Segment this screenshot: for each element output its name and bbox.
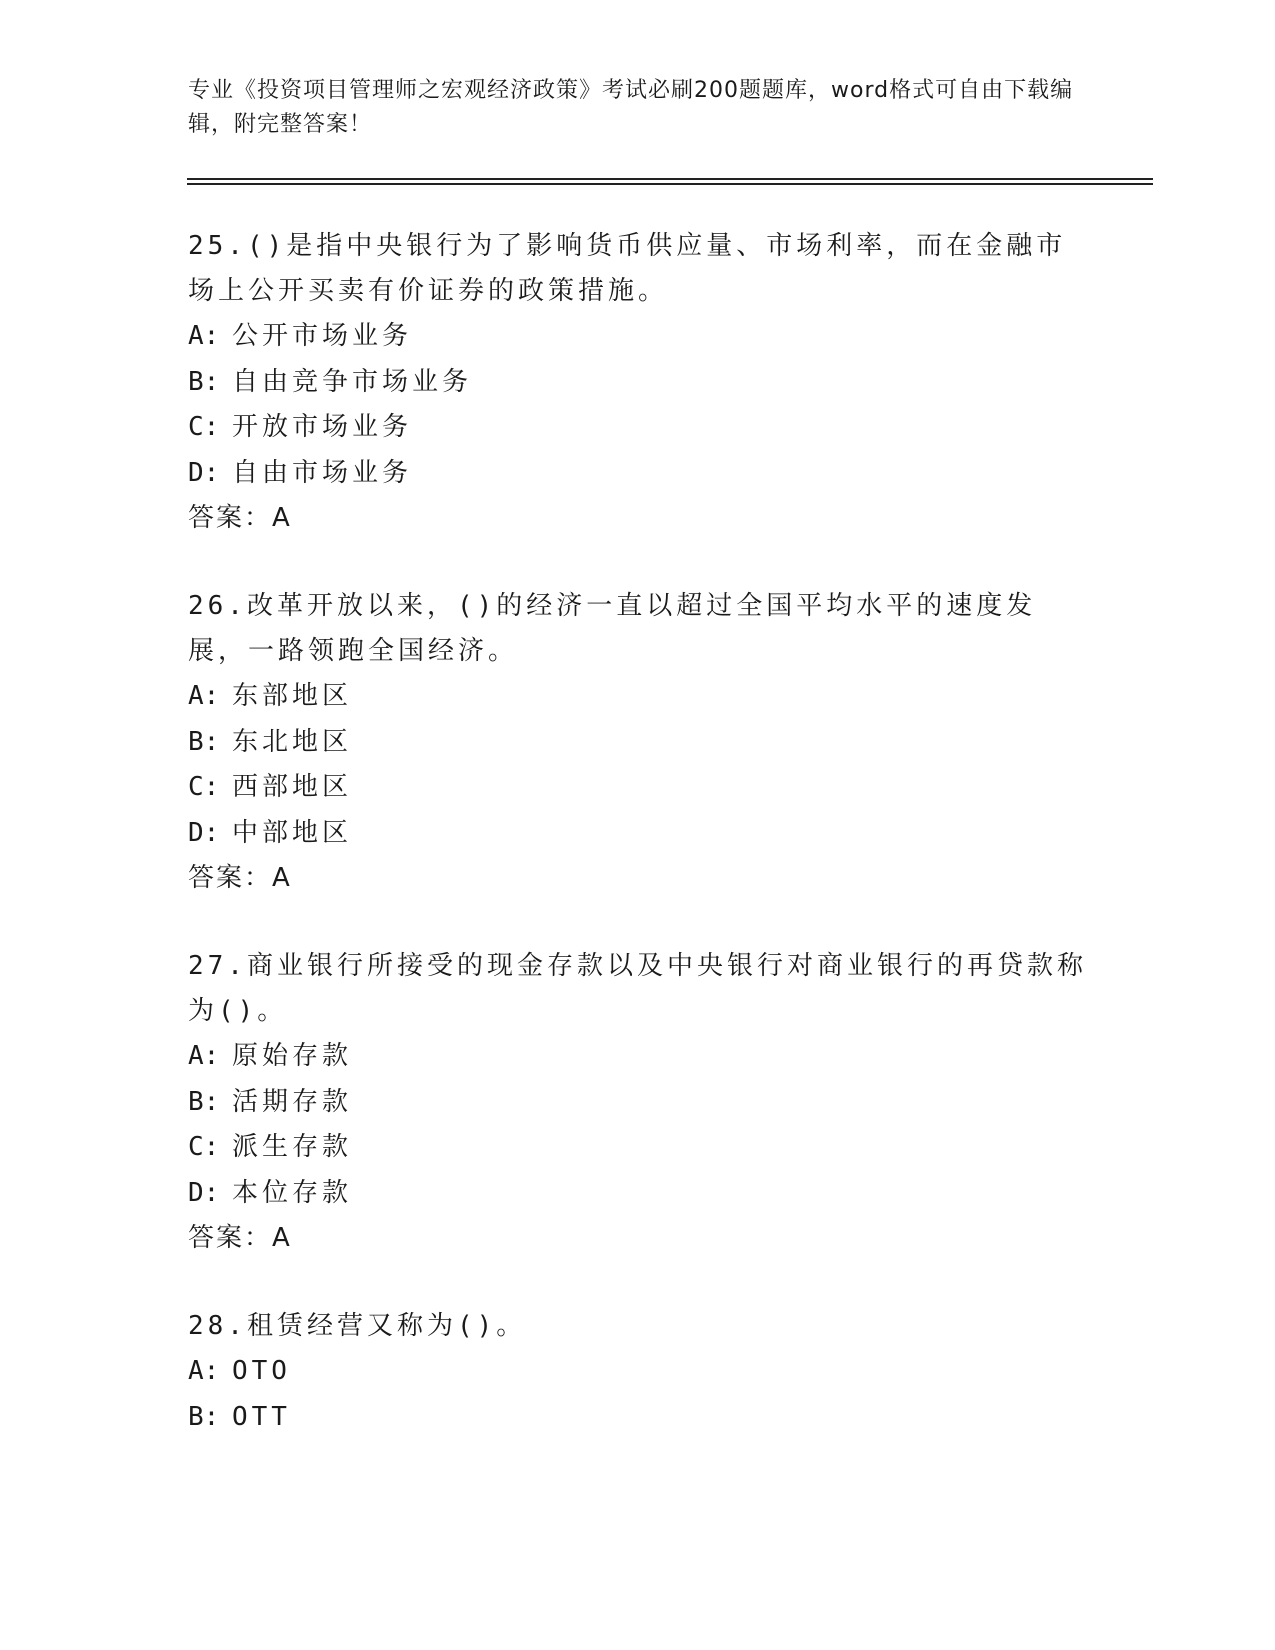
option-c xyxy=(188,405,1088,451)
option-key: B: xyxy=(188,1401,220,1432)
option-text: OTT xyxy=(232,1401,291,1432)
option-a xyxy=(188,674,1088,720)
option-key: C: xyxy=(188,1132,220,1162)
option-key: B: xyxy=(188,366,220,397)
option-text: 中部地区 xyxy=(232,817,353,848)
option-text: 西部地区 xyxy=(232,772,353,802)
option-key: C: xyxy=(188,772,220,802)
question-27 xyxy=(188,944,1088,1262)
option-key: C: xyxy=(188,412,220,442)
option-d xyxy=(188,451,1088,497)
option-key: D: xyxy=(188,817,220,848)
question-stem: 28.租赁经营又称为()。 xyxy=(188,1311,527,1341)
option-text: 原始存款 xyxy=(232,1041,353,1071)
question-stem: 25.()是指中央银行为了影响货币供应量、市场利率，而在金融市场上公开买卖有价证券的政策措施。 xyxy=(188,231,1067,306)
option-key: D: xyxy=(188,1177,220,1208)
option-a xyxy=(188,314,1088,360)
question-28 xyxy=(188,1304,1088,1440)
question-25 xyxy=(188,224,1088,542)
option-d xyxy=(188,1171,1088,1217)
option-d xyxy=(188,811,1088,857)
option-text: 公开市场业务 xyxy=(232,321,413,351)
option-key: B: xyxy=(188,1086,220,1117)
answer-line: 答案：A xyxy=(188,503,292,533)
option-text: OTO xyxy=(232,1356,291,1386)
option-text: 活期存款 xyxy=(232,1086,353,1117)
option-a xyxy=(188,1349,1088,1395)
option-text: 派生存款 xyxy=(232,1132,353,1162)
option-key: A: xyxy=(188,1041,220,1071)
option-text: 东部地区 xyxy=(232,681,353,711)
option-b xyxy=(188,720,1088,766)
option-b xyxy=(188,1395,1088,1441)
option-key: D: xyxy=(188,457,220,488)
header-divider-bottom xyxy=(187,183,1153,185)
question-stem: 26.改革开放以来，()的经济一直以超过全国平均水平的速度发展，一路领跑全国经济。 xyxy=(188,591,1037,666)
question-26 xyxy=(188,584,1088,902)
option-b xyxy=(188,1080,1088,1126)
option-c xyxy=(188,1125,1088,1171)
option-text: 自由市场业务 xyxy=(232,457,413,488)
answer-line: 答案：A xyxy=(188,863,292,893)
question-stem: 27.商业银行所接受的现金存款以及中央银行对商业银行的再贷款称为()。 xyxy=(188,951,1087,1026)
option-text: 自由竞争市场业务 xyxy=(232,366,473,397)
document-header: 专业《投资项目管理师之宏观经济政策》考试必刷200题题库，word格式可自由下载编辑，附完整答案！ xyxy=(188,78,1074,137)
option-key: A: xyxy=(188,1356,220,1386)
option-b xyxy=(188,360,1088,406)
option-text: 东北地区 xyxy=(232,726,353,757)
answer-line: 答案：A xyxy=(188,1223,292,1253)
option-key: B: xyxy=(188,726,220,757)
option-text: 开放市场业务 xyxy=(232,412,413,442)
header-divider-top xyxy=(187,178,1153,180)
option-key: A: xyxy=(188,681,220,711)
option-text: 本位存款 xyxy=(232,1177,353,1208)
option-a xyxy=(188,1034,1088,1080)
option-c xyxy=(188,765,1088,811)
option-key: A: xyxy=(188,321,220,351)
